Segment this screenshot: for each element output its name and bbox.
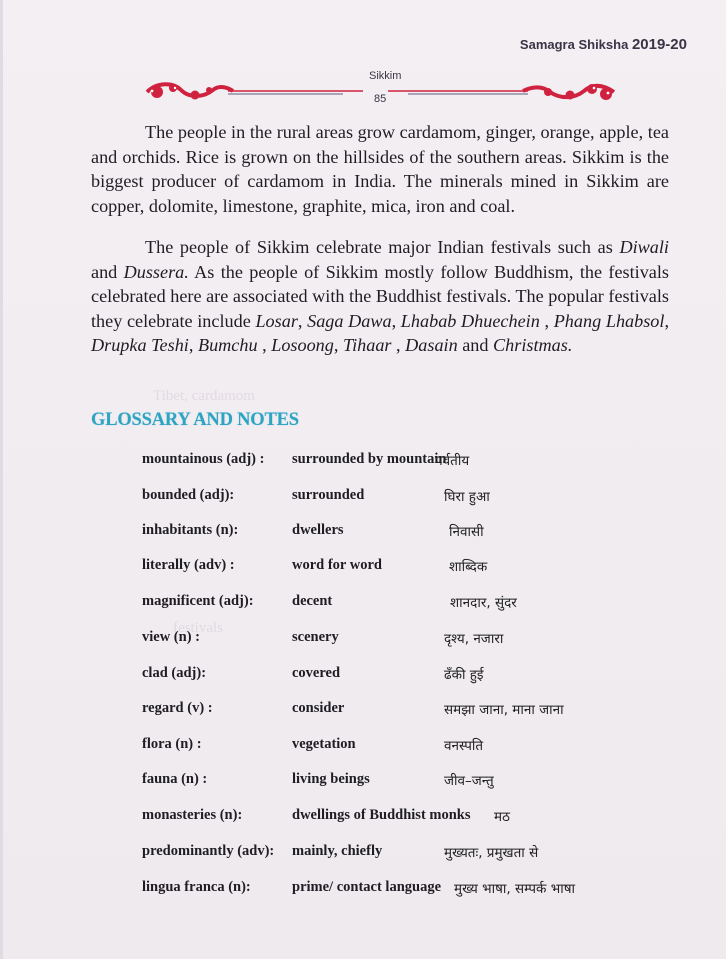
glossary-term: literally (adv) : bbox=[142, 557, 235, 573]
glossary-term: fauna (n) : bbox=[142, 771, 208, 787]
festival-name: Dasain bbox=[405, 335, 458, 355]
glossary-term: inhabitants (n): bbox=[142, 522, 239, 538]
glossary-term: bounded (adj): bbox=[142, 487, 235, 503]
glossary-meaning: dwellers bbox=[292, 522, 344, 538]
festival-name: Lhabab Dhuechein bbox=[400, 310, 540, 331]
glossary-term: view (n) : bbox=[142, 629, 200, 645]
glossary-term: regard (v) : bbox=[142, 700, 213, 716]
festival-name: Losar bbox=[255, 310, 298, 331]
glossary-hindi: मठ bbox=[494, 809, 510, 825]
series-year: 2019-20 bbox=[631, 36, 687, 53]
glossary-hindi: वनस्पति bbox=[444, 738, 484, 754]
page: Samagra Shiksha 2019-20 Sikkim 85 The people in the rural areas grow cardamom, ginger, orange, apple, tea and orchids. Rice is grown on the hillsides of the southern areas. Sikkim is the biggest producer of cardamom in India. The minerals mined in Sikkim are copper, dolomite, limestone, graphite, mica, iron and coal. The people of Sikkim celebrate major Indian festivals such as Diwali and Dussera. As the people of Sikkim mostly follow Buddhism, the festivals celebrated here are associated with the Buddhist festivals. The popular festivals they celebrate include Losar, Saga Dawa, Lhabab Dhuechein , Phang Lhabsol, Drupka Teshi, Bumchu , Losoong, Tihaar , Dasain and Christmas. GLOSSARY AND NOTES Tibet, cardamom festivals mountainous (adj) : surrounded by mountain पर्वतीय bounded (adj): surrounded घिरा हुआ inhabitants (n): dwellers निवासी literally (adv) : word for word शाब्दिक magnificent (adj): decent शानदार, सुंदर view (n) : scenery दृश्य, नजारा clad (adj): covered ढँकी हुई regard (v) : consider समझा जाना, माना जाना flora (n) : vegetation वनस्पति fauna (n) : living beings जीव–जन्तु monasteries (n): dwellings of Buddhist monks मठ predominantly (adv): mainly, chiefly मुख्यतः, प्रमुखता से lingua franca (n): prime/ contact language मुख्य भाषा, सम्पर्क भाषा bbox=[0, 0, 726, 959]
glossary-hindi: मुख्य भाषा, सम्पर्क भाषा bbox=[454, 881, 576, 897]
series-header bbox=[520, 36, 687, 53]
glossary-hindi: मुख्यतः, प्रमुखता से bbox=[444, 845, 539, 861]
glossary-hindi: शानदार, सुंदर bbox=[450, 595, 517, 611]
right-ornament-icon bbox=[388, 82, 618, 102]
glossary-hindi: पर्वतीय bbox=[435, 453, 470, 469]
glossary-term: clad (adj): bbox=[142, 665, 207, 681]
glossary-hindi: दृश्य, नजारा bbox=[444, 631, 504, 647]
page-number: 85 bbox=[374, 93, 387, 105]
glossary-meaning: surrounded by mountain bbox=[292, 451, 447, 467]
festivals-text-a: The people of Sikkim celebrate major Indian festivals such as bbox=[145, 237, 620, 257]
glossary-hindi: समझा जाना, माना जाना bbox=[444, 702, 564, 718]
glossary-heading: GLOSSARY AND NOTES bbox=[91, 410, 299, 430]
glossary-meaning: word for word bbox=[292, 557, 382, 573]
glossary-hindi: शाब्दिक bbox=[449, 559, 488, 575]
glossary-term: mountainous (adj) : bbox=[142, 451, 265, 467]
glossary-term: magnificent (adj): bbox=[142, 593, 254, 609]
glossary-term: monasteries (n): bbox=[142, 807, 243, 823]
festival-diwali: Diwali bbox=[619, 237, 669, 257]
left-ornament-icon bbox=[143, 82, 363, 102]
glossary-meaning: living beings bbox=[292, 771, 370, 787]
festivals-text-c: As the people of Sikkim mostly follow Buddhism, the festivals celebrated here are associated with the Buddhist festivals. The popular festivals they celebrate include bbox=[91, 261, 669, 331]
festival-dussera: Dussera. bbox=[123, 261, 189, 282]
festival-name: Saga Dawa bbox=[307, 310, 392, 331]
paragraph-agriculture bbox=[91, 120, 669, 218]
glossary-meaning: scenery bbox=[292, 629, 339, 645]
glossary-meaning: consider bbox=[292, 700, 345, 716]
paragraph-festivals: The people of Sikkim celebrate major Indian festivals such as Diwali and Dussera. As the people of Sikkim mostly follow Buddhism, the festivals celebrated here are associated with the Buddhist festivals. The popular festivals they celebrate include Losar, Saga Dawa, Lhabab Dhuechein , Phang Lhabsol, Drupka Teshi, Bumchu , Losoong, Tihaar , Dasain and Christmas. bbox=[91, 237, 669, 355]
festival-name: Christmas. bbox=[493, 335, 573, 355]
glossary-hindi: ढँकी हुई bbox=[444, 667, 484, 683]
festival-name: Losoong bbox=[271, 335, 334, 355]
festival-name: Phang Lhabsol bbox=[553, 310, 665, 331]
festival-name: Bumchu bbox=[197, 335, 258, 355]
glossary-meaning: mainly, chiefly bbox=[292, 843, 383, 859]
series-title: Samagra Shiksha bbox=[519, 37, 629, 52]
glossary-term: lingua franca (n): bbox=[142, 879, 251, 895]
festival-name: Tihaar bbox=[342, 335, 392, 355]
glossary-term: predominantly (adv): bbox=[142, 843, 275, 859]
glossary-hindi: घिरा हुआ bbox=[444, 489, 490, 505]
glossary-meaning: prime/ contact language bbox=[292, 879, 442, 895]
festivals-text-b: and bbox=[91, 261, 124, 282]
paragraph-agriculture-text: The people in the rural areas grow cardamom, ginger, orange, apple, tea and orchids. Rice is grown on the hillsides of the southern areas. Sikkim is the biggest producer of cardamom in India. The minerals mined in Sikkim are copper, dolomite, limestone, graphite, mica, iron and coal. bbox=[91, 122, 669, 216]
glossary-meaning: vegetation bbox=[292, 736, 356, 752]
glossary-meaning: decent bbox=[292, 593, 333, 609]
glossary-meaning: dwellings of Buddhist monks bbox=[292, 807, 471, 823]
glossary-term: flora (n) : bbox=[142, 736, 202, 752]
glossary-hindi: निवासी bbox=[449, 524, 484, 540]
chapter-label: Sikkim bbox=[369, 70, 402, 82]
glossary-meaning: surrounded bbox=[292, 487, 365, 503]
glossary-hindi: जीव–जन्तु bbox=[444, 773, 494, 789]
festival-name: Drupka Teshi bbox=[91, 335, 189, 355]
glossary-meaning: covered bbox=[292, 665, 341, 681]
